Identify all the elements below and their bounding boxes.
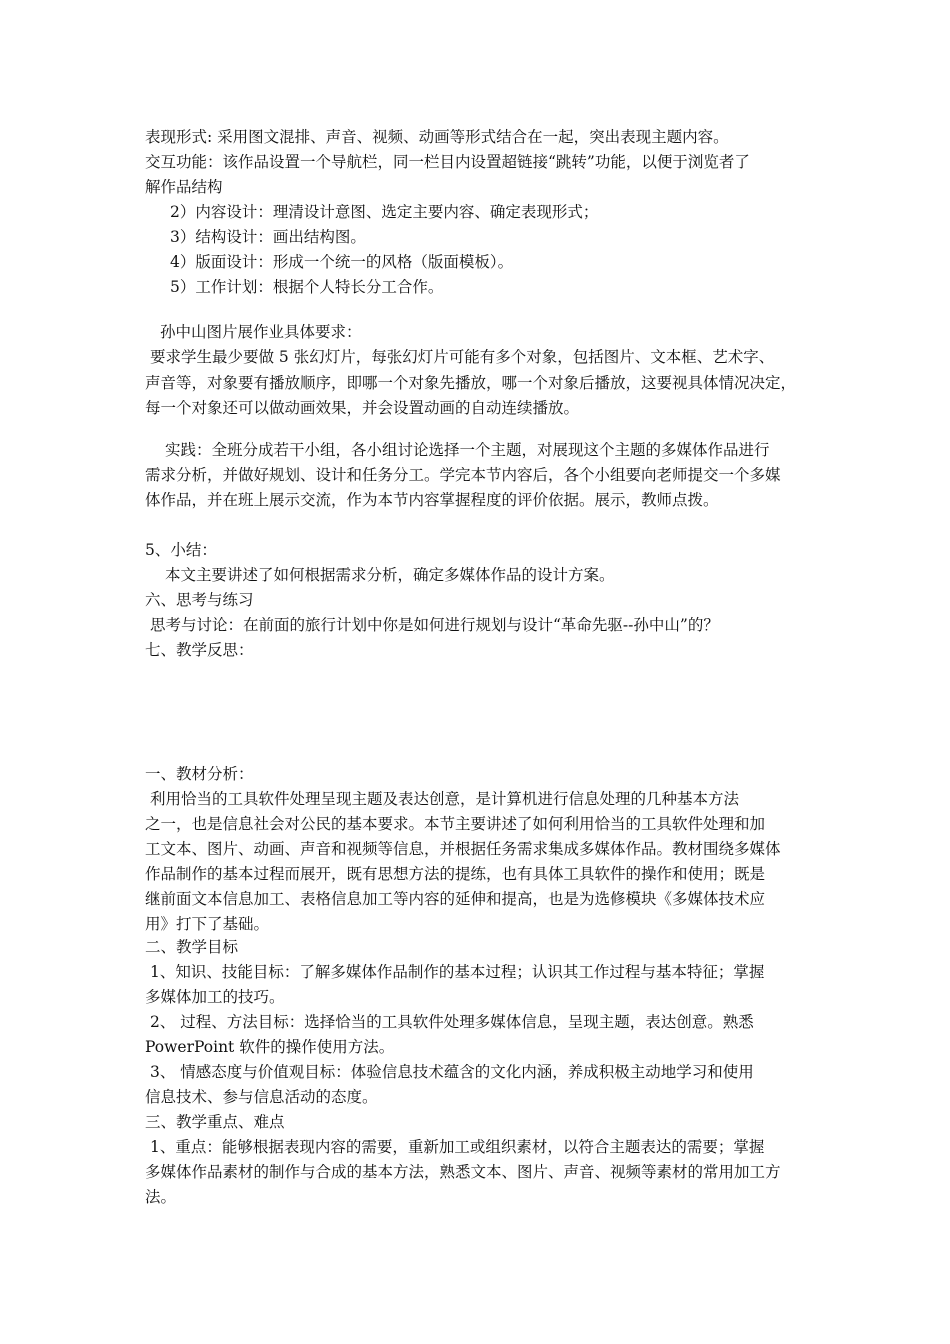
text-line: PowerPoint 软件的操作使用方法。 [145,1038,395,1056]
text-line: 信息技术、参与信息活动的态度。 [145,1088,378,1106]
text-line: 体作品，并在班上展示交流，作为本节内容掌握程度的评价依据。展示，教师点拨。 [145,491,719,509]
text-line: 解作品结构 [145,178,223,196]
text-line: 作品制作的基本过程而展开，既有思想方法的提练，也有具体工具软件的操作和使用；既是 [145,865,766,883]
text-line: 法。 [145,1188,177,1206]
text-line: 4）版面设计：形成一个统一的风格（版面模板）。 [170,253,514,271]
text-line: 工文本、图片、动画、声音和视频等信息，并根据任务需求集成多媒体作品。教材围绕多媒体 [145,840,781,858]
text-line: 表现形式: 采用图文混排、声音、视频、动画等形式结合在一起，突出表现主题内容。 [145,128,729,146]
text-line: 利用恰当的工具软件处理呈现主题及表达创意，是计算机进行信息处理的几种基本方法 [150,790,740,808]
text-line: 每一个对象还可以做动画效果，并会设置动画的自动连续播放。 [145,399,580,417]
text-line: 之一，也是信息社会对公民的基本要求。本节主要讲述了如何利用恰当的工具软件处理和加 [145,815,766,833]
text-line: 继前面文本信息加工、表格信息加工等内容的延伸和提高，也是为选修模块《多媒体技术应 [145,890,766,908]
section-heading: 孙中山图片展作业具体要求： [160,323,362,341]
text-line: 3）结构设计：画出结构图。 [170,228,366,246]
text-line: 实践：全班分成若干小组，各小组讨论选择一个主题，对展现这个主题的多媒体作品进行 [165,441,770,459]
section-heading: 一、教材分析： [145,765,254,783]
text-line: 1、重点：能够根据表现内容的需要，重新加工或组织素材，以符合主题表达的需要；掌握 [150,1138,765,1156]
text-line: 用》打下了基础。 [145,915,270,933]
text-line: 1、知识、技能目标：了解多媒体作品制作的基本过程；认识其工作过程与基本特征；掌握 [150,963,765,981]
text-line: 3、 情感态度与价值观目标：体验信息技术蕴含的文化内涵，养成积极主动地学习和使用 [150,1063,754,1081]
text-line: 2、 过程、方法目标：选择恰当的工具软件处理多媒体信息，呈现主题，表达创意。熟悉 [150,1013,754,1031]
text-line: 声音等，对象要有播放顺序，即哪一个对象先播放，哪一个对象后播放，这要视具体情况决定， [145,374,797,392]
section-heading: 三、教学重点、难点 [145,1113,285,1131]
text-line: 2）内容设计：理清设计意图、选定主要内容、确定表现形式； [170,203,599,221]
text-line: 需求分析，并做好规划、设计和任务分工。学完本节内容后，各个小组要向老师提交一个多媒 [145,466,781,484]
text-line: 5）工作计划：根据个人特长分工合作。 [170,278,444,296]
text-line: 多媒体加工的技巧。 [145,988,285,1006]
section-heading: 二、教学目标 [145,938,239,956]
text-line: 本文主要讲述了如何根据需求分析，确定多媒体作品的设计方案。 [165,566,615,584]
text-line: 交互功能：该作品设置一个导航栏，同一栏目内设置超链接“跳转”功能，以便于浏览者了 [145,153,750,171]
text-line: 要求学生最少要做 5 张幻灯片，每张幻灯片可能有多个对象，包括图片、文本框、艺术字、 [150,348,775,366]
section-heading: 六、思考与练习 [145,591,254,609]
text-line: 思考与讨论：在前面的旅行计划中你是如何进行规划与设计“革命先驱--孙中山”的？ [150,616,719,634]
section-heading: 七、教学反思： [145,641,254,659]
text-line: 多媒体作品素材的制作与合成的基本方法，熟悉文本、图片、声音、视频等素材的常用加工方 [145,1163,781,1181]
section-heading: 5、小结： [145,541,217,559]
